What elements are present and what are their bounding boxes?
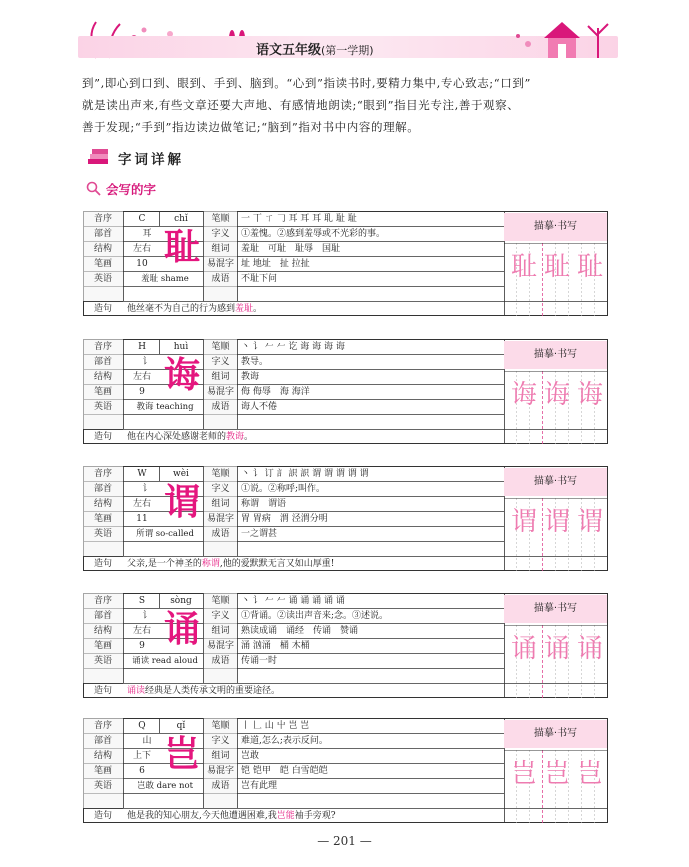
label-bushou: 部首 — [93, 357, 112, 367]
yihunzi-value: 侮 侮辱 海 海洋 — [241, 387, 310, 397]
label-ziyi: 字义 — [211, 484, 230, 494]
bishun-value: 丶 讠 订 訁 䛊 䛊 谓 谓 谓 谓 谓 — [241, 469, 369, 479]
bushou-value: 讠 — [142, 357, 152, 367]
label-chengyu: 成语 — [211, 274, 230, 284]
subtitle-text: (第一学期) — [321, 44, 374, 57]
label-jiegou: 结构 — [93, 244, 112, 254]
ziyi-value: ①说。②称呼;叫作。 — [241, 484, 326, 494]
section-title: 字词详解 — [118, 152, 184, 168]
chengyu-value: 传诵一时 — [241, 656, 278, 666]
subsection-heading — [86, 180, 156, 198]
label-jiegou: 结构 — [93, 751, 112, 761]
large-character: 诵 — [163, 609, 200, 650]
label-bishun: 笔顺 — [211, 596, 230, 606]
sentence-highlight: 称谓 — [201, 559, 220, 569]
zuci-value: 教诲 — [241, 372, 260, 382]
label-yingyu: 英语 — [93, 529, 112, 539]
large-character: 耻 — [163, 227, 200, 268]
label-zuci: 组词 — [211, 751, 230, 761]
books-icon — [86, 149, 112, 167]
trace-character: 谓 — [576, 507, 603, 537]
bihua-value: 11 — [136, 514, 148, 524]
intro-line: 善于发现;“手到”指边读边做笔记;“脑到”指对书中内容的理解。 — [82, 120, 420, 134]
sentence-start: 他是我的知心朋友,今天他遭遇困难,我 — [127, 811, 277, 821]
pinyin-value: huì — [173, 342, 189, 352]
label-bushou: 部首 — [93, 736, 112, 746]
yinxu-value: S — [138, 596, 146, 606]
label-ziyi: 字义 — [211, 736, 230, 746]
trace-character: 谓 — [543, 507, 570, 537]
label-zaoju: 造句 — [93, 432, 112, 442]
sentence-start: 他丝毫不为自己的行为感到 — [127, 304, 236, 314]
label-bushou: 部首 — [93, 229, 112, 239]
jiegou-value: 左右 — [132, 244, 151, 254]
label-zuci: 组词 — [211, 626, 230, 636]
example-sentence — [127, 684, 502, 698]
sentence-highlight: 教诲 — [226, 432, 245, 442]
label-yingyu: 英语 — [93, 656, 112, 666]
trace-write-header: 描摹·书写 — [504, 341, 607, 369]
bishun-value: 丶 讠 𠂉 𠂉 诵 诵 诵 诵 诵 — [241, 596, 345, 606]
ziyi-value: 教导。 — [241, 357, 269, 367]
bushou-value: 耳 — [142, 229, 152, 239]
label-yingyu: 英语 — [93, 402, 112, 412]
subsection-title: 会写的字 — [106, 182, 157, 197]
trace-character: 谓 — [510, 507, 537, 537]
sentence-highlight: 岂能 — [276, 811, 295, 821]
bishun-value: 丶 讠 𠂉 𠂉 讫 诲 诲 诲 诲 — [241, 342, 345, 352]
yinxu-value: C — [138, 214, 146, 224]
label-ziyi: 字义 — [211, 611, 230, 621]
yihunzi-value: 址 地址 扯 拉扯 — [241, 259, 310, 269]
english-value: 羞耻 shame — [141, 274, 189, 284]
intro-paragraph — [82, 72, 612, 138]
yihunzi-value: 铠 铠甲 皑 白雪皑皑 — [241, 766, 328, 776]
chengyu-value: 不耻下问 — [241, 274, 278, 284]
label-bishun: 笔顺 — [211, 469, 230, 479]
bihua-value: 9 — [139, 387, 145, 397]
label-yihunzi: 易混字 — [206, 766, 234, 776]
jiegou-value: 上下 — [132, 751, 151, 761]
label-bihua: 笔画 — [93, 259, 112, 269]
bishun-value: 一 丅 ㄒ 𠃌 耳 耳 耳 耴 耻 耻 — [241, 214, 357, 224]
trace-character: 诵 — [576, 634, 603, 664]
label-bishun: 笔顺 — [211, 342, 230, 352]
character-card — [83, 339, 608, 445]
character-card — [83, 718, 608, 824]
bishun-value: 丨 𠃊 山 屮 岂 岂 — [241, 721, 310, 731]
jiegou-value: 左右 — [132, 372, 151, 382]
label-yihunzi: 易混字 — [206, 641, 234, 651]
jiegou-value: 左右 — [132, 626, 151, 636]
example-sentence — [127, 302, 502, 316]
label-yinxu: 音序 — [93, 721, 112, 731]
example-sentence — [127, 809, 502, 823]
bushou-value: 讠 — [142, 484, 152, 494]
trace-character: 岂 — [576, 759, 603, 789]
bihua-value: 10 — [136, 259, 148, 269]
zuci-value: 熟读成诵 诵经 传诵 赞诵 — [241, 626, 359, 636]
title-text: 语文五年级 — [256, 43, 322, 58]
page-title — [256, 39, 374, 58]
section-heading — [86, 148, 184, 168]
label-bishun: 笔顺 — [211, 721, 230, 731]
large-character: 谓 — [163, 482, 200, 523]
zuci-value: 称谓 谓语 — [241, 499, 287, 509]
intro-line: 到”,即心到口到、眼到、手到、脑到。“心到”指读书时,要精力集中,专心致志;“口到” — [82, 76, 531, 90]
label-chengyu: 成语 — [211, 656, 230, 666]
label-zaoju: 造句 — [93, 559, 112, 569]
zuci-value: 岂敢 — [241, 751, 260, 761]
character-card — [83, 211, 608, 317]
bushou-value: 山 — [142, 736, 152, 746]
label-zaoju: 造句 — [93, 304, 112, 314]
character-card — [83, 593, 608, 699]
sentence-end: 。 — [244, 432, 254, 442]
label-yinxu: 音序 — [93, 469, 112, 479]
english-value: 诵读 read aloud — [132, 656, 198, 666]
page-header — [78, 14, 618, 66]
yihunzi-value: 涌 汹涌 桶 木桶 — [241, 641, 310, 651]
trace-write-header: 描摹·书写 — [504, 213, 607, 241]
english-value: 岂敢 dare not — [136, 781, 193, 791]
label-yinxu: 音序 — [93, 214, 112, 224]
label-jiegou: 结构 — [93, 626, 112, 636]
label-jiegou: 结构 — [93, 499, 112, 509]
bushou-value: 讠 — [142, 611, 152, 621]
label-ziyi: 字义 — [211, 357, 230, 367]
large-character: 岂 — [163, 734, 200, 775]
page-number: — 201 — — [317, 834, 372, 848]
label-yihunzi: 易混字 — [206, 387, 234, 397]
label-yihunzi: 易混字 — [206, 514, 234, 524]
label-ziyi: 字义 — [211, 229, 230, 239]
trace-character: 岂 — [543, 759, 570, 789]
large-character: 诲 — [163, 355, 200, 396]
example-sentence — [127, 557, 502, 571]
ziyi-value: ①羞愧。②感到羞辱或不光彩的事。 — [241, 229, 386, 239]
trace-character: 诲 — [576, 380, 603, 410]
house-decoration-icon — [508, 14, 618, 66]
english-value: 所谓 so-called — [136, 529, 194, 539]
trace-character: 诲 — [543, 380, 570, 410]
sentence-highlight: 羞耻 — [235, 304, 254, 314]
label-bihua: 笔画 — [93, 514, 112, 524]
trace-write-header: 描摹·书写 — [504, 595, 607, 623]
label-bushou: 部首 — [93, 611, 112, 621]
trace-character: 耻 — [543, 252, 570, 282]
bihua-value: 6 — [139, 766, 145, 776]
yinxu-value: Q — [138, 721, 146, 731]
zuci-value: 羞耻 可耻 耻辱 国耻 — [241, 244, 341, 254]
sentence-highlight: 诵读 — [127, 686, 146, 696]
trace-character: 耻 — [510, 252, 537, 282]
pinyin-value: wèi — [173, 469, 189, 479]
label-jiegou: 结构 — [93, 372, 112, 382]
yihunzi-value: 胃 胃病 渭 泾渭分明 — [241, 514, 328, 524]
jiegou-value: 左右 — [132, 499, 151, 509]
pinyin-value: chǐ — [174, 214, 188, 224]
label-bihua: 笔画 — [93, 766, 112, 776]
trace-character: 岂 — [510, 759, 537, 789]
english-value: 教诲 teaching — [136, 402, 194, 412]
label-bihua: 笔画 — [93, 641, 112, 651]
chengyu-value: 岂有此理 — [241, 781, 278, 791]
label-zuci: 组词 — [211, 372, 230, 382]
pinyin-value: sòng — [170, 596, 192, 606]
label-chengyu: 成语 — [211, 402, 230, 412]
sentence-end: 。 — [253, 304, 263, 314]
label-zuci: 组词 — [211, 244, 230, 254]
trace-character: 诵 — [543, 634, 570, 664]
ziyi-value: 难道,怎么;表示反问。 — [241, 736, 328, 746]
label-yingyu: 英语 — [93, 781, 112, 791]
sentence-end: 经典是人类传承文明的重要途径。 — [145, 686, 281, 696]
label-yinxu: 音序 — [93, 596, 112, 606]
label-bushou: 部首 — [93, 484, 112, 494]
ziyi-value: ①背诵。②读出声音来;念。③述说。 — [241, 611, 389, 621]
label-bihua: 笔画 — [93, 387, 112, 397]
trace-character: 诵 — [510, 634, 537, 664]
chengyu-value: 一之谓甚 — [241, 529, 278, 539]
label-yingyu: 英语 — [93, 274, 112, 284]
label-zaoju: 造句 — [93, 686, 112, 696]
yinxu-value: H — [138, 342, 146, 352]
trace-character: 耻 — [576, 252, 603, 282]
magnifier-icon — [86, 181, 102, 197]
label-bishun: 笔顺 — [211, 214, 230, 224]
sentence-start: 父亲,是一个神圣的 — [127, 559, 202, 569]
trace-write-header: 描摹·书写 — [504, 468, 607, 496]
label-yihunzi: 易混字 — [206, 259, 234, 269]
character-card — [83, 466, 608, 572]
bihua-value: 9 — [139, 641, 145, 651]
sentence-end: 袖手旁观? — [294, 811, 336, 821]
label-zaoju: 造句 — [93, 811, 112, 821]
pinyin-value: qǐ — [176, 721, 186, 731]
trace-write-header: 描摹·书写 — [504, 720, 607, 748]
yinxu-value: W — [137, 469, 147, 479]
sentence-start: 他在内心深处感谢老师的 — [127, 432, 227, 442]
label-chengyu: 成语 — [211, 781, 230, 791]
label-chengyu: 成语 — [211, 529, 230, 539]
intro-line: 就是读出声来,有些文章还要大声地、有感情地朗读;“眼到”指目光专注,善于观察、 — [82, 98, 520, 112]
label-zuci: 组词 — [211, 499, 230, 509]
example-sentence — [127, 430, 502, 444]
chengyu-value: 诲人不倦 — [241, 402, 278, 412]
trace-character: 诲 — [510, 380, 537, 410]
label-yinxu: 音序 — [93, 342, 112, 352]
sentence-end: ,他的爱默默无言又如山厚重! — [219, 559, 335, 569]
